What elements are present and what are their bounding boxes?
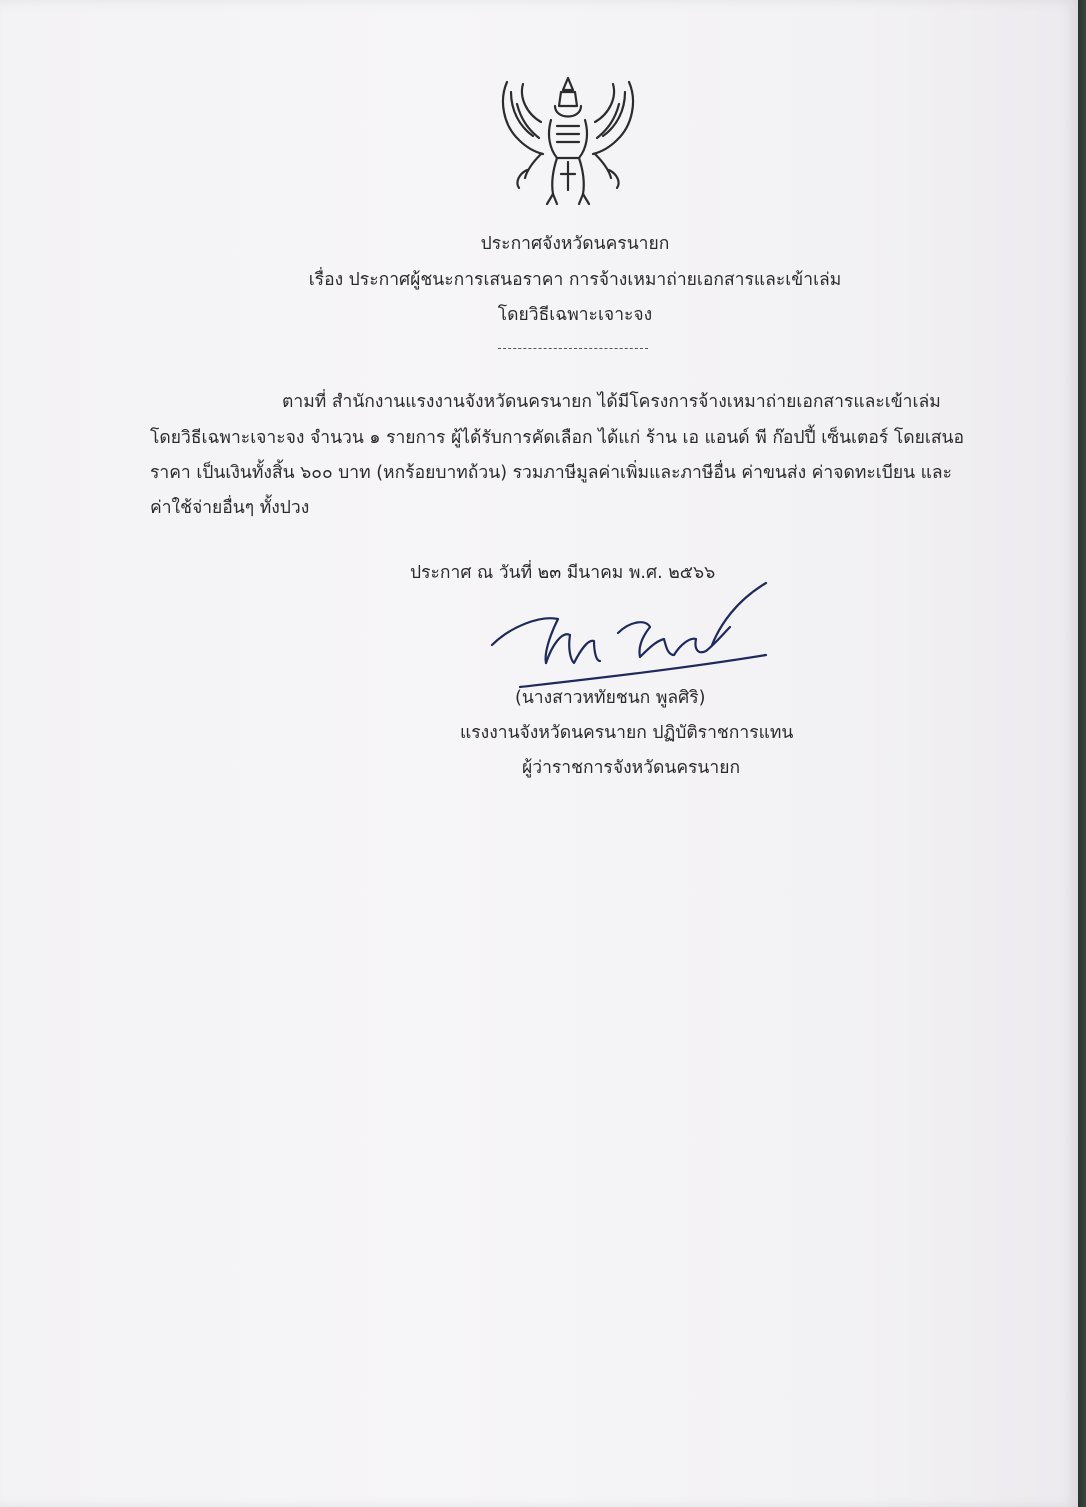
header-divider [498,348,648,349]
body-line-3: ราคา เป็นเงินทั้งสิ้น ๖๐๐ บาท (หกร้อยบาทถ้วน) รวมภาษีมูลค่าเพิ่มและภาษีอื่น ค่าขนส่ง ค่าจดทะเบียน และ [150,463,953,483]
body-line-1: ตามที่ สำนักงานแรงงานจังหวัดนครนายก ได้มีโครงการจ้างเหมาถ่ายเอกสารและเข้าเล่ม [282,392,941,412]
garuda-emblem-icon [497,70,639,210]
signatory-name: (นางสาวหทัยชนก พูลศิริ) [515,688,706,708]
issuer-heading: ประกาศจังหวัดนครนายก [480,234,670,254]
body-line-2: โดยวิธีเฉพาะเจาะจง จำนวน ๑ รายการ ผู้ได้รับการคัดเลือก ได้แก่ ร้าน เอ แอนด์ พี ก๊อปปี้ เซ็นเตอร์ โดยเสนอ [150,428,965,448]
signatory-on-behalf: ผู้ว่าราชการจังหวัดนครนายก [522,758,741,778]
handwritten-signature [480,575,780,695]
page-edge [1078,0,1086,1507]
subject-heading: เรื่อง ประกาศผู้ชนะการเสนอราคา การจ้างเหมาถ่ายเอกสารและเข้าเล่ม [308,270,842,290]
method-heading: โดยวิธีเฉพาะเจาะจง [497,305,653,325]
body-line-4: ค่าใช้จ่ายอื่นๆ ทั้งปวง [150,498,310,518]
signatory-position: แรงงานจังหวัดนครนายก ปฏิบัติราชการแทน [460,723,794,743]
announcement-date: ประกาศ ณ วันที่ ๒๓ มีนาคม พ.ศ. ๒๕๖๖ [410,563,716,583]
